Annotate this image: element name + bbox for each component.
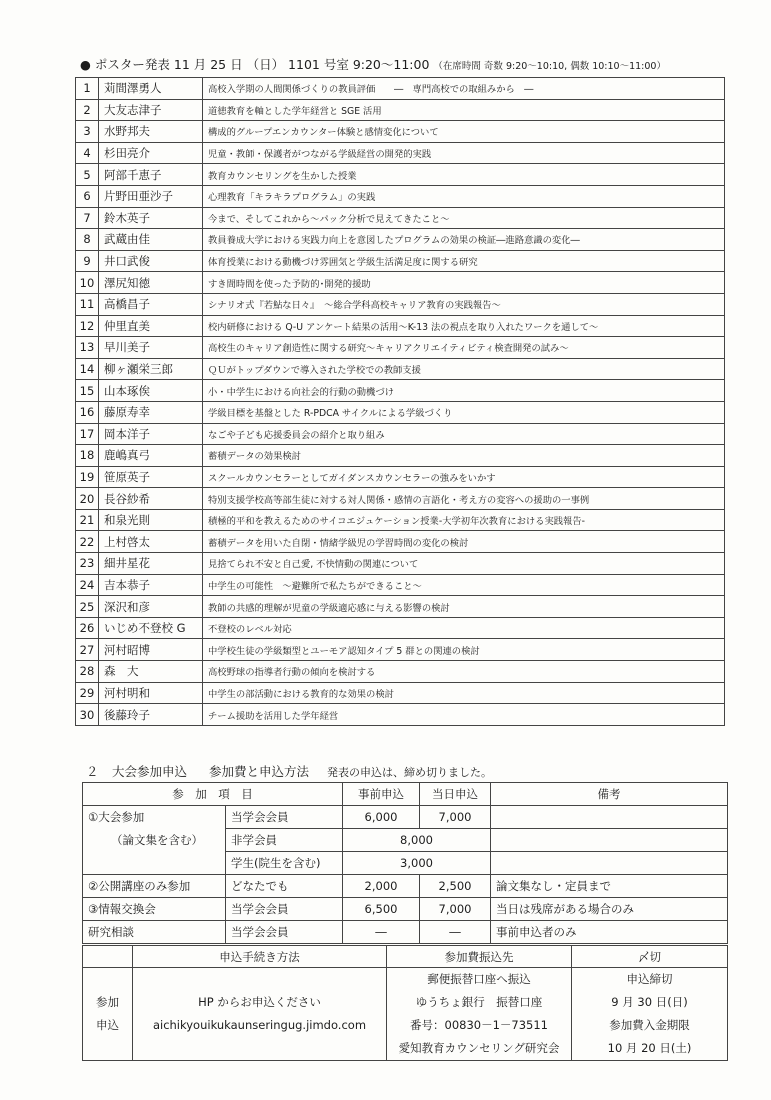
presenter-name: 井口武俊: [99, 250, 203, 272]
presenter-name: 早川美子: [99, 337, 203, 359]
fee-row-student: [83, 852, 728, 875]
presenter-name: 上村啓太: [99, 531, 203, 553]
presentation-title: 心理教育「キラキラプログラム」の実践: [203, 185, 725, 207]
presenter-name: 河村明和: [99, 682, 203, 704]
nonmember-type: 非学会員: [226, 829, 343, 852]
lecture-label: ②公開講座のみ参加: [83, 875, 226, 898]
poster-number: 12: [76, 315, 99, 337]
poster-number: 28: [76, 661, 99, 683]
poster-row: [76, 78, 725, 100]
remarks-cell: [491, 806, 728, 829]
conference-blank: [83, 852, 226, 875]
presentation-title: 高校入学期の人間関係づくりの教員評価 ― 専門高校での取組みから ―: [203, 78, 725, 100]
poster-number: 23: [76, 553, 99, 575]
poster-row: [76, 250, 725, 272]
presenter-name: 深沢和彦: [99, 596, 203, 618]
deadline-label: 申込締切: [626, 972, 673, 986]
apply-body-row: [83, 968, 728, 1061]
presentation-title: 高校野球の指導者行動の傾向を検討する: [203, 661, 725, 683]
poster-number: 27: [76, 639, 99, 661]
payee-account-number: 番号：00830－1－73511: [410, 1018, 548, 1032]
poster-number: 8: [76, 229, 99, 251]
section-closed-note: 発表の申込は、締め切りました。: [327, 766, 493, 779]
presentation-title: 不登校のレベル対応: [203, 617, 725, 639]
apply-label-top: [83, 946, 133, 968]
remarks-cell: [491, 852, 728, 875]
poster-number: 24: [76, 574, 99, 596]
presentation-title: 高校生のキャリア創造性に関する研究～キャリアクリエイティビティ検査開発の試み～: [203, 337, 725, 359]
poster-row: [76, 358, 725, 380]
poster-row: [76, 99, 725, 121]
poster-row: [76, 445, 725, 467]
presentation-title: 教員養成大学における実践力向上を意図したプログラムの効果の検証―進路意識の変化―: [203, 229, 725, 251]
poster-number: 11: [76, 293, 99, 315]
presenter-name: 山本琢俟: [99, 380, 203, 402]
poster-number: 19: [76, 466, 99, 488]
consult-note: 事前申込者のみ: [491, 921, 728, 944]
conference-sub-label: （論文集を含む）: [83, 829, 226, 852]
poster-number: 26: [76, 617, 99, 639]
poster-row: [76, 142, 725, 164]
poster-number: 5: [76, 164, 99, 186]
poster-row: [76, 553, 725, 575]
poster-row: [76, 207, 725, 229]
presentation-title: 蓄積データを用いた自閉・情緒学級児の学習時間の変化の検討: [203, 531, 725, 553]
presentation-title: 道徳教育を軸とした学年経営と SGE 活用: [203, 99, 725, 121]
poster-row: [76, 423, 725, 445]
exchange-sameday-fee: 7,000: [420, 898, 491, 921]
lecture-note: 論文集なし・定員まで: [491, 875, 728, 898]
consult-sameday-fee: ―: [420, 921, 491, 944]
presenter-name: 森 大: [99, 661, 203, 683]
presenter-name: 鈴木英子: [99, 207, 203, 229]
presenter-name: 河村昭博: [99, 639, 203, 661]
presenter-name: 仲里直美: [99, 315, 203, 337]
presentation-title: なごや子ども応援委員会の紹介と取り組み: [203, 423, 725, 445]
header-payee: 参加費振込先: [387, 946, 572, 968]
poster-number: 13: [76, 337, 99, 359]
apply-method-text: HP からお申込ください: [198, 995, 321, 1009]
presenter-name: いじめ不登校 G: [99, 617, 203, 639]
apply-header-row: [83, 946, 728, 968]
poster-number: 9: [76, 250, 99, 272]
member-advance-fee: 6,000: [343, 806, 420, 829]
lecture-sameday-fee: 2,500: [420, 875, 491, 898]
header-sameday: 当日申込: [420, 783, 491, 806]
presentation-title: すき間時間を使った予防的･開発的援助: [203, 272, 725, 294]
fee-header-row: [83, 783, 728, 806]
presentation-title: 今まで、そしてこれから～パック分析で見えてきたこと～: [203, 207, 725, 229]
presentation-title: 蓄積データの効果検討: [203, 445, 725, 467]
presenter-name: 杉田亮介: [99, 142, 203, 164]
consult-who: 当学会会員: [226, 921, 343, 944]
presentation-title: スクールカウンセラーとしてガイダンスカウンセラーの強みをいかす: [203, 466, 725, 488]
poster-row: [76, 466, 725, 488]
exchange-who: 当学会会員: [226, 898, 343, 921]
presenter-name: 水野邦夫: [99, 121, 203, 143]
poster-row: [76, 617, 725, 639]
poster-table: [75, 77, 725, 726]
presenter-name: 岡本洋子: [99, 423, 203, 445]
presentation-title: 中学生の部活動における教育的な効果の検討: [203, 682, 725, 704]
presenter-name: 苅間澤勇人: [99, 78, 203, 100]
presentation-title: 見捨てられ不安と自己愛, 不快情動の関連について: [203, 553, 725, 575]
poster-number: 1: [76, 78, 99, 100]
poster-row: [76, 121, 725, 143]
presenter-name: 大友志津子: [99, 99, 203, 121]
fee-row-exchange: [83, 898, 728, 921]
exchange-label: ③情報交換会: [83, 898, 226, 921]
fee-table: [82, 782, 728, 944]
header-deadline: 〆切: [572, 946, 728, 968]
presenter-name: 長谷紗希: [99, 488, 203, 510]
fee-row-member: [83, 806, 728, 829]
presentation-title: 学級目標を基盤とした R-PDCA サイクルによる学級づくり: [203, 401, 725, 423]
presenter-name: 藤原寿幸: [99, 401, 203, 423]
poster-row: [76, 293, 725, 315]
application-table: [82, 945, 728, 1061]
apply-label-cell: [83, 968, 133, 1061]
poster-number: 20: [76, 488, 99, 510]
presentation-title: ＱＵがトップダウンで導入された学校での教師支援: [203, 358, 725, 380]
section-number: ２: [86, 764, 99, 779]
presentation-title: 積極的平和を教えるためのサイコエジュケーション授業-大学初年次教育における実践報告-: [203, 509, 725, 531]
presentation-title: 中学生の可能性 ～避難所で私たちができること～: [203, 574, 725, 596]
presenter-name: 高橋昌子: [99, 293, 203, 315]
poster-number: 25: [76, 596, 99, 618]
poster-row: [76, 315, 725, 337]
poster-row: [76, 639, 725, 661]
presenter-name: 鹿嶋真弓: [99, 445, 203, 467]
presentation-title: 体育授業における動機づけ雰囲気と学級生活満足度に関する研究: [203, 250, 725, 272]
presenter-name: 後藤玲子: [99, 704, 203, 726]
exchange-note: 当日は残席がある場合のみ: [491, 898, 728, 921]
poster-number: 7: [76, 207, 99, 229]
poster-number: 22: [76, 531, 99, 553]
deadline-date: 9 月 30 日(日): [611, 995, 688, 1009]
website-link[interactable]: aichikyouikukaunseringug.jimdo.com: [152, 1018, 367, 1032]
poster-number: 3: [76, 121, 99, 143]
section2-heading: [86, 762, 726, 780]
presenter-name: 片野田亜沙子: [99, 185, 203, 207]
exchange-advance-fee: 6,500: [343, 898, 420, 921]
presentation-title: 校内研修における Q-U アンケート結果の活用～K-13 法の視点を取り入れたワークを通して～: [203, 315, 725, 337]
deadline-cell: [572, 968, 728, 1061]
lecture-advance-fee: 2,000: [343, 875, 420, 898]
presenter-name: 吉本恭子: [99, 574, 203, 596]
header-remarks: 備考: [491, 783, 728, 806]
student-type: 学生(院生を含む): [226, 852, 343, 875]
poster-number: 17: [76, 423, 99, 445]
poster-number: 29: [76, 682, 99, 704]
presentation-title: チーム援助を活用した学年経営: [203, 704, 725, 726]
poster-row: [76, 272, 725, 294]
fee-row-lecture: [83, 875, 728, 898]
poster-number: 2: [76, 99, 99, 121]
payment-deadline-label: 参加費入金期限: [609, 1018, 690, 1032]
fee-row-consult: [83, 921, 728, 944]
payee-line2: ゆうちょ銀行 振替口座: [415, 995, 543, 1009]
poster-row: [76, 574, 725, 596]
presentation-title: 児童・教師・保護者がつながる学級経営の開発的実践: [203, 142, 725, 164]
poster-attendance-note: （在席時間 奇数 9:20～10:10, 偶数 10:10～11:00）: [433, 61, 666, 72]
presenter-name: 笹原英子: [99, 466, 203, 488]
payee-name: 愛知教育カウンセリング研究会: [398, 1041, 560, 1055]
student-fee: 3,000: [343, 852, 491, 875]
presenter-name: 和泉光則: [99, 509, 203, 531]
poster-row: [76, 185, 725, 207]
presentation-title: 教師の共感的理解が児童の学級適応感に与える影響の検討: [203, 596, 725, 618]
member-type: 当学会会員: [226, 806, 343, 829]
bullet-icon: ●: [80, 57, 91, 72]
apply-label-line1: 参加: [96, 995, 119, 1009]
presenter-name: 細井星花: [99, 553, 203, 575]
presentation-title: 小・中学生における向社会的行動の動機づけ: [203, 380, 725, 402]
poster-number: 30: [76, 704, 99, 726]
apply-label-line2: 申込: [96, 1018, 119, 1032]
member-sameday-fee: 7,000: [420, 806, 491, 829]
apply-method-cell: [133, 968, 387, 1061]
poster-row: [76, 380, 725, 402]
poster-row: [76, 229, 725, 251]
poster-row: [76, 401, 725, 423]
payee-cell: [387, 968, 572, 1061]
fee-row-nonmember: [83, 829, 728, 852]
poster-title-text: ポスター発表 11 月 25 日 （日） 1101 号室 9:20～11:00: [94, 57, 430, 72]
poster-number: 10: [76, 272, 99, 294]
poster-row: [76, 682, 725, 704]
poster-number: 18: [76, 445, 99, 467]
poster-row: [76, 337, 725, 359]
lecture-who: どなたでも: [226, 875, 343, 898]
consult-label: 研究相談: [83, 921, 226, 944]
poster-row: [76, 704, 725, 726]
presenter-name: 武蔵由佳: [99, 229, 203, 251]
payment-deadline-date: 10 月 20 日(土): [607, 1041, 692, 1055]
consult-advance-fee: ―: [343, 921, 420, 944]
poster-row: [76, 488, 725, 510]
poster-number: 16: [76, 401, 99, 423]
poster-number: 15: [76, 380, 99, 402]
header-item: 参 加 項 目: [83, 783, 343, 806]
header-apply-method: 申込手続き方法: [133, 946, 387, 968]
section-heading-registration: 大会参加申込: [112, 764, 188, 779]
payee-line1: 郵便振替口座へ振込: [427, 972, 531, 986]
conference-label: ①大会参加: [83, 806, 226, 829]
poster-row: [76, 164, 725, 186]
header-advance: 事前申込: [343, 783, 420, 806]
poster-number: 4: [76, 142, 99, 164]
poster-row: [76, 661, 725, 683]
section-heading-fees: 参加費と申込方法: [209, 764, 310, 779]
presenter-name: 柳ヶ瀬栄三郎: [99, 358, 203, 380]
poster-number: 14: [76, 358, 99, 380]
presentation-title: 教育カウンセリングを生かした授業: [203, 164, 725, 186]
poster-row: [76, 596, 725, 618]
presenter-name: 澤尻知徳: [99, 272, 203, 294]
presenter-name: 阿部千恵子: [99, 164, 203, 186]
poster-number: 21: [76, 509, 99, 531]
presentation-title: 構成的グループエンカウンター体験と感情変化について: [203, 121, 725, 143]
poster-row: [76, 531, 725, 553]
poster-row: [76, 509, 725, 531]
remarks-cell: [491, 829, 728, 852]
nonmember-fee: 8,000: [343, 829, 491, 852]
poster-number: 6: [76, 185, 99, 207]
presentation-title: 中学校生徒の学級類型とユーモア認知タイプ 5 群との関連の検討: [203, 639, 725, 661]
presentation-title: 特別支援学校高等部生徒に対する対人関係・感情の言語化・考え方の変容への援助の一事例: [203, 488, 725, 510]
poster-section-title: [80, 55, 740, 73]
presentation-title: シナリオ式『若鮎な日々』 ～総合学科高校キャリア教育の実践報告～: [203, 293, 725, 315]
